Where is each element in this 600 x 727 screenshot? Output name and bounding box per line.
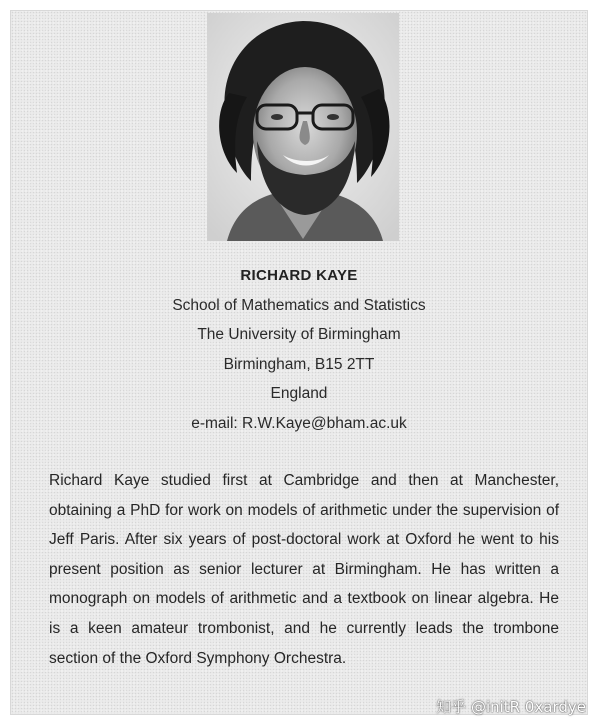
address-country: England <box>270 385 328 402</box>
author-name: RICHARD KAYE <box>240 267 358 284</box>
address-city-postcode: Birmingham, B15 2TT <box>223 356 375 373</box>
portrait-icon <box>207 13 399 241</box>
address-university: The University of Birmingham <box>197 326 401 343</box>
author-photo <box>207 13 399 241</box>
watermark-text: 知乎 @initR 0xardye <box>436 698 586 716</box>
address-department: School of Mathematics and Statistics <box>172 297 426 314</box>
address-email: e-mail: R.W.Kaye@bham.ac.uk <box>191 415 407 432</box>
document-page <box>10 10 588 715</box>
author-biography: Richard Kaye studied first at Cambridge and then at Manchester, obtaining a PhD for work on models of arithmetic under the supervision of Jeff Paris. After six years of post-doctoral work at Oxford he went to his present position as senior lecturer at Birmingham. He has written a monograph on models of arithmetic and a textbook on linear algebra. He is a keen amateur trombonist, and he currently leads the trombone section of the Oxford Symphony Orchestra. <box>49 472 559 667</box>
